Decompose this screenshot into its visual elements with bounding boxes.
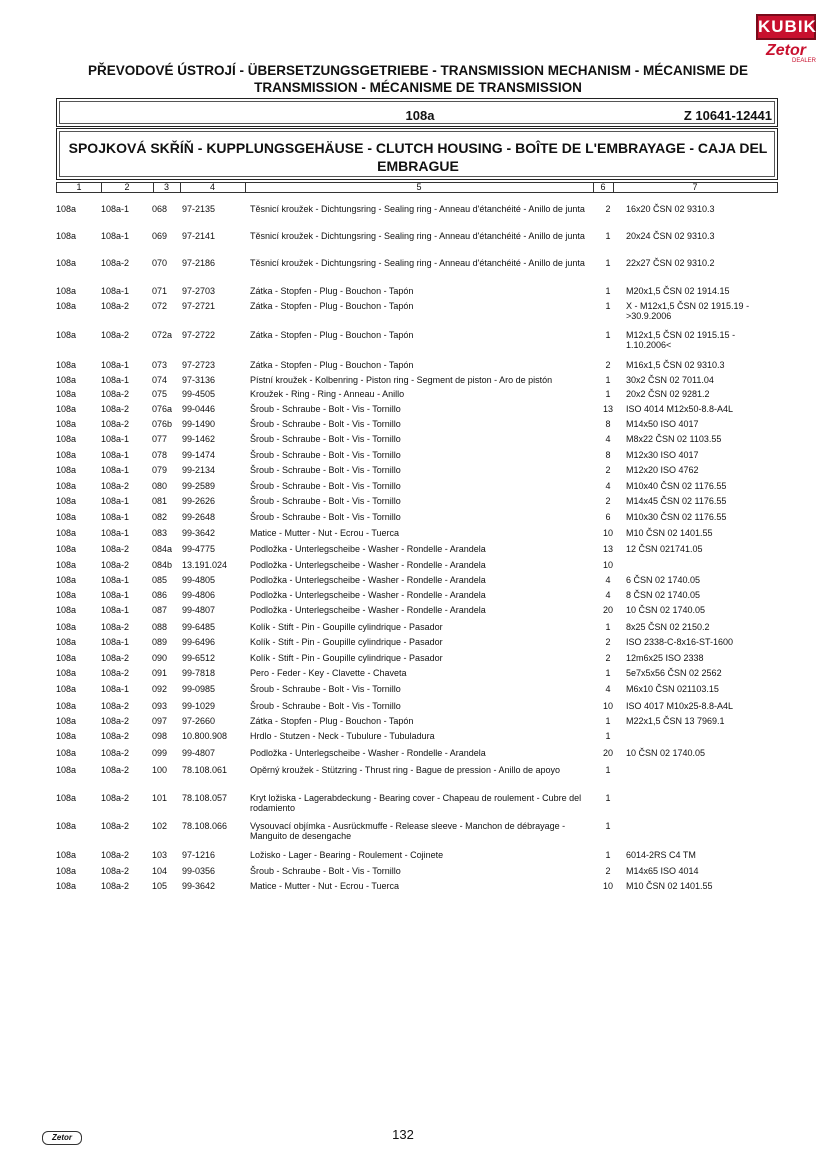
cell-c1: 108a — [56, 204, 77, 214]
cell-c7: 6 ČSN 02 1740.05 — [626, 575, 701, 585]
cell-c4: 99-4806 — [182, 590, 216, 600]
cell-c6: 1 — [605, 231, 611, 241]
cell-c4: 97-1216 — [182, 850, 216, 860]
cell-c2: 108a-2 — [101, 389, 130, 399]
cell-c1: 108a — [56, 301, 77, 311]
cell-c7: 20x2 ČSN 02 9281.2 — [626, 389, 710, 399]
cell-c4: 97-2723 — [182, 360, 216, 370]
cell-c3: 074 — [152, 375, 168, 385]
cell-c1: 108a — [56, 434, 77, 444]
cell-c6: 8 — [605, 419, 611, 429]
cell-c1: 108a — [56, 575, 77, 585]
cell-c1: 108a — [56, 668, 77, 678]
cell-c7: M10 ČSN 02 1401.55 — [626, 881, 713, 891]
cell-c2: 108a-1 — [101, 450, 130, 460]
cell-c3: 075 — [152, 389, 168, 399]
cell-c5: Podložka - Unterlegscheibe - Washer - Rondelle - Arandela — [250, 560, 486, 570]
cell-c4: 99-6485 — [182, 622, 216, 632]
cell-c6: 4 — [605, 575, 611, 585]
cell-c5: Těsnicí kroužek - Dichtungsring - Sealing ring - Anneau d'étanchéité - Anillo de junta — [250, 204, 585, 214]
cell-c6: 1 — [605, 793, 611, 803]
cell-c3: 077 — [152, 434, 168, 444]
cell-c6: 20 — [602, 605, 613, 615]
cell-c7: M10x30 ČSN 02 1176.55 — [626, 512, 727, 522]
cell-c5: Zátka - Stopfen - Plug - Bouchon - Tapón — [250, 360, 414, 370]
cell-c4: 99-4505 — [182, 389, 216, 399]
cell-c4: 99-6512 — [182, 653, 216, 663]
cell-c4: 99-4807 — [182, 748, 216, 758]
cell-c1: 108a — [56, 375, 77, 385]
cell-c7: 8 ČSN 02 1740.05 — [626, 590, 701, 600]
cell-c1: 108a — [56, 389, 77, 399]
cell-c2: 108a-1 — [101, 684, 130, 694]
cell-c7: 8x25 ČSN 02 2150.2 — [626, 622, 710, 632]
cell-c1: 108a — [56, 653, 77, 663]
cell-c2: 108a-1 — [101, 375, 130, 385]
cell-c7: M12x30 ISO 4017 — [626, 450, 699, 460]
cell-c3: 085 — [152, 575, 168, 585]
cell-c7: M10 ČSN 02 1401.55 — [626, 528, 713, 538]
logo-sub: Zetor — [766, 42, 806, 59]
cell-c3: 072a — [152, 330, 173, 340]
section-title: SPOJKOVÁ SKŘÍŇ - KUPPLUNGSGEHÄUSE - CLUTCH HOUSING - BOÎTE DE L'EMBRAYAGE - CAJA DEL EMBRAGUE — [68, 140, 768, 174]
cell-c2: 108a-1 — [101, 204, 130, 214]
cell-c2: 108a-2 — [101, 716, 130, 726]
cell-c7: M14x65 ISO 4014 — [626, 866, 699, 876]
cell-c2: 108a-1 — [101, 231, 130, 241]
cell-c5: Vysouvací objímka - Ausrückmuffe - Release sleeve - Manchon de débrayage - Manguito de desengache — [250, 821, 566, 841]
cell-c1: 108a — [56, 850, 77, 860]
cell-c6: 1 — [605, 389, 611, 399]
cell-c5: Těsnicí kroužek - Dichtungsring - Sealing ring - Anneau d'étanchéité - Anillo de junta — [250, 231, 585, 241]
cell-c3: 091 — [152, 668, 168, 678]
cell-c6: 4 — [605, 481, 611, 491]
cell-c3: 101 — [152, 793, 168, 803]
cell-c4: 78.108.066 — [182, 821, 228, 831]
cell-c1: 108a — [56, 404, 77, 414]
cell-c5: Opěrný kroužek - Stützring - Thrust ring - Bague de pression - Anillo de apoyo — [250, 765, 560, 775]
cell-c3: 068 — [152, 204, 168, 214]
cell-c1: 108a — [56, 544, 77, 554]
cell-c3: 097 — [152, 716, 168, 726]
cell-c7: ISO 4017 M10x25-8.8-A4L — [626, 701, 734, 711]
cell-c2: 108a-1 — [101, 434, 130, 444]
cell-c6: 1 — [605, 375, 611, 385]
cell-c6: 20 — [602, 748, 613, 758]
cell-c3: 089 — [152, 637, 168, 647]
cell-c3: 076b — [152, 419, 173, 429]
cell-c5: Kolík - Stift - Pin - Goupille cylindrique - Pasador — [250, 622, 443, 632]
cell-c6: 1 — [605, 850, 611, 860]
cell-c7: 16x20 ČSN 02 9310.3 — [626, 204, 715, 214]
cell-c2: 108a-2 — [101, 258, 130, 268]
cell-c3: 084b — [152, 560, 173, 570]
cell-c1: 108a — [56, 330, 77, 340]
cell-c2: 108a-1 — [101, 496, 130, 506]
cell-c3: 070 — [152, 258, 168, 268]
cell-c2: 108a-2 — [101, 330, 130, 340]
cell-c1: 108a — [56, 716, 77, 726]
cell-c3: 103 — [152, 850, 168, 860]
cell-c5: Zátka - Stopfen - Plug - Bouchon - Tapón — [250, 286, 414, 296]
cell-c1: 108a — [56, 528, 77, 538]
cell-c1: 108a — [56, 450, 77, 460]
cell-c2: 108a-2 — [101, 881, 130, 891]
cell-c3: 076a — [152, 404, 173, 414]
cell-c2: 108a-2 — [101, 765, 130, 775]
cell-c6: 2 — [605, 637, 611, 647]
cell-c3: 080 — [152, 481, 168, 491]
cell-c7: M12x20 ISO 4762 — [626, 465, 699, 475]
cell-c3: 086 — [152, 590, 168, 600]
column-header: 3 — [153, 183, 181, 192]
cell-c3: 104 — [152, 866, 168, 876]
cell-c3: 100 — [152, 765, 168, 775]
cell-c7: M20x1,5 ČSN 02 1914.15 — [626, 286, 730, 296]
cell-c2: 108a-2 — [101, 701, 130, 711]
cell-c6: 2 — [605, 204, 611, 214]
cell-c7: 10 ČSN 02 1740.05 — [626, 605, 706, 615]
column-header: 4 — [180, 183, 246, 192]
page-title: PŘEVODOVÉ ÚSTROJÍ - ÜBERSETZUNGSGETRIEBE - TRANSMISSION MECHANISM - MÉCANISME DE TRANSMISSION - MÉCANISME DE TRANSMISSION — [87, 63, 749, 95]
cell-c5: Šroub - Schraube - Bolt - Vis - Tornillo — [250, 481, 401, 491]
cell-c1: 108a — [56, 258, 77, 268]
cell-c5: Pero - Feder - Key - Clavette - Chaveta — [250, 668, 407, 678]
cell-c2: 108a-2 — [101, 560, 130, 570]
cell-c1: 108a — [56, 821, 77, 831]
cell-c2: 108a-2 — [101, 622, 130, 632]
cell-c1: 108a — [56, 701, 77, 711]
cell-c1: 108a — [56, 419, 77, 429]
cell-c5: Podložka - Unterlegscheibe - Washer - Rondelle - Arandela — [250, 605, 486, 615]
cell-c6: 2 — [605, 496, 611, 506]
cell-c5: Podložka - Unterlegscheibe - Washer - Rondelle - Arandela — [250, 748, 486, 758]
cell-c5: Podložka - Unterlegscheibe - Washer - Rondelle - Arandela — [250, 575, 486, 585]
cell-c4: 99-2648 — [182, 512, 216, 522]
cell-c2: 108a-2 — [101, 544, 130, 554]
cell-c1: 108a — [56, 881, 77, 891]
cell-c6: 10 — [602, 560, 613, 570]
cell-c4: 99-3642 — [182, 528, 216, 538]
cell-c1: 108a — [56, 866, 77, 876]
cell-c3: 071 — [152, 286, 168, 296]
cell-c1: 108a — [56, 731, 77, 741]
kubik-zetor-logo — [756, 14, 816, 66]
cell-c6: 2 — [605, 653, 611, 663]
cell-c6: 1 — [605, 258, 611, 268]
cell-c6: 13 — [602, 404, 613, 414]
cell-c2: 108a-2 — [101, 731, 130, 741]
cell-c3: 098 — [152, 731, 168, 741]
cell-c2: 108a-2 — [101, 668, 130, 678]
cell-c7: 12 ČSN 021741.05 — [626, 544, 703, 554]
cell-c5: Pístní kroužek - Kolbenring - Piston ring - Segment de piston - Aro de pistón — [250, 375, 553, 385]
cell-c4: 99-0985 — [182, 684, 216, 694]
cell-c3: 084a — [152, 544, 173, 554]
cell-c6: 1 — [605, 301, 611, 311]
cell-c2: 108a-1 — [101, 528, 130, 538]
cell-c5: Šroub - Schraube - Bolt - Vis - Tornillo — [250, 404, 401, 414]
cell-c4: 99-4805 — [182, 575, 216, 585]
cell-c4: 97-2660 — [182, 716, 216, 726]
cell-c4: 97-2141 — [182, 231, 216, 241]
cell-c3: 069 — [152, 231, 168, 241]
cell-c7: M14x50 ISO 4017 — [626, 419, 699, 429]
cell-c1: 108a — [56, 481, 77, 491]
cell-c6: 1 — [605, 330, 611, 340]
cell-c2: 108a-2 — [101, 748, 130, 758]
cell-c3: 099 — [152, 748, 168, 758]
cell-c2: 108a-1 — [101, 575, 130, 585]
cell-c6: 1 — [605, 765, 611, 775]
column-header-row — [56, 182, 778, 193]
cell-c1: 108a — [56, 360, 77, 370]
cell-c5: Šroub - Schraube - Bolt - Vis - Tornillo — [250, 866, 401, 876]
cell-c5: Šroub - Schraube - Bolt - Vis - Tornillo — [250, 684, 401, 694]
cell-c4: 78.108.061 — [182, 765, 228, 775]
cell-c5: Hrdlo - Stutzen - Neck - Tubulure - Tubuladura — [250, 731, 435, 741]
cell-c6: 6 — [605, 512, 611, 522]
cell-c4: 99-2589 — [182, 481, 216, 491]
cell-c1: 108a — [56, 793, 77, 803]
cell-c1: 108a — [56, 590, 77, 600]
cell-c3: 105 — [152, 881, 168, 891]
cell-c6: 4 — [605, 590, 611, 600]
cell-c7: 30x2 ČSN 02 7011.04 — [626, 375, 714, 385]
cell-c2: 108a-1 — [101, 637, 130, 647]
cell-c4: 99-6496 — [182, 637, 216, 647]
cell-c4: 99-4807 — [182, 605, 216, 615]
serial-range: Z 10641-12441 — [683, 108, 772, 123]
cell-c1: 108a — [56, 622, 77, 632]
cell-c5: Matice - Mutter - Nut - Ecrou - Tuerca — [250, 881, 400, 891]
column-header: 1 — [57, 183, 102, 192]
cell-c4: 99-3642 — [182, 881, 216, 891]
cell-c7: ISO 4014 M12x50-8.8-A4L — [626, 404, 734, 414]
cell-c5: Šroub - Schraube - Bolt - Vis - Tornillo — [250, 419, 401, 429]
cell-c6: 4 — [605, 684, 611, 694]
cell-c2: 108a-2 — [101, 866, 130, 876]
column-header: 5 — [245, 183, 594, 192]
cell-c5: Šroub - Schraube - Bolt - Vis - Tornillo — [250, 512, 401, 522]
cell-c5: Šroub - Schraube - Bolt - Vis - Tornillo — [250, 450, 401, 460]
cell-c2: 108a-2 — [101, 301, 130, 311]
cell-c2: 108a-2 — [101, 850, 130, 860]
cell-c5: Kryt ložiska - Lagerabdeckung - Bearing cover - Chapeau de roulement - Cubre del rodamiento — [250, 793, 582, 813]
cell-c7: M22x1,5 ČSN 13 7969.1 — [626, 716, 725, 726]
column-header: 2 — [101, 183, 154, 192]
cell-c5: Podložka - Unterlegscheibe - Washer - Rondelle - Arandela — [250, 544, 486, 554]
cell-c3: 082 — [152, 512, 168, 522]
cell-c4: 99-2134 — [182, 465, 216, 475]
cell-c2: 108a-1 — [101, 512, 130, 522]
cell-c5: Šroub - Schraube - Bolt - Vis - Tornillo — [250, 496, 401, 506]
cell-c4: 97-2186 — [182, 258, 216, 268]
cell-c2: 108a-1 — [101, 360, 130, 370]
cell-c6: 1 — [605, 821, 611, 831]
cell-c6: 13 — [602, 544, 613, 554]
cell-c6: 4 — [605, 434, 611, 444]
cell-c7: ISO 2338-C-8x16-ST-1600 — [626, 637, 734, 647]
cell-c5: Matice - Mutter - Nut - Ecrou - Tuerca — [250, 528, 400, 538]
cell-c3: 079 — [152, 465, 168, 475]
cell-c5: Zátka - Stopfen - Plug - Bouchon - Tapón — [250, 716, 414, 726]
cell-c7: X - M12x1,5 ČSN 02 1915.19 - >30.9.2006 — [626, 301, 750, 321]
cell-c6: 1 — [605, 286, 611, 296]
cell-c3: 072 — [152, 301, 168, 311]
cell-c5: Kolík - Stift - Pin - Goupille cylindrique - Pasador — [250, 637, 443, 647]
cell-c4: 97-2703 — [182, 286, 216, 296]
cell-c4: 99-4775 — [182, 544, 216, 554]
logo-brand: KUBIK — [756, 14, 816, 40]
cell-c2: 108a-1 — [101, 605, 130, 615]
cell-c7: M14x45 ČSN 02 1176.55 — [626, 496, 727, 506]
page-number: 132 — [392, 1127, 414, 1142]
cell-c2: 108a-2 — [101, 793, 130, 803]
cell-c1: 108a — [56, 231, 77, 241]
cell-c3: 090 — [152, 653, 168, 663]
cell-c6: 10 — [602, 701, 613, 711]
cell-c3: 088 — [152, 622, 168, 632]
cell-c1: 108a — [56, 684, 77, 694]
cell-c4: 99-7818 — [182, 668, 216, 678]
cell-c1: 108a — [56, 496, 77, 506]
cell-c5: Šroub - Schraube - Bolt - Vis - Tornillo — [250, 701, 401, 711]
cell-c7: M10x40 ČSN 02 1176.55 — [626, 481, 727, 491]
zetor-footer-logo: Zetor — [42, 1131, 82, 1145]
cell-c7: M6x10 ČSN 021103.15 — [626, 684, 719, 694]
cell-c5: Šroub - Schraube - Bolt - Vis - Tornillo — [250, 465, 401, 475]
cell-c4: 99-0446 — [182, 404, 216, 414]
cell-c1: 108a — [56, 465, 77, 475]
cell-c6: 10 — [602, 881, 613, 891]
cell-c4: 99-1029 — [182, 701, 216, 711]
cell-c4: 10.800.908 — [182, 731, 228, 741]
cell-c6: 10 — [602, 528, 613, 538]
cell-c6: 1 — [605, 668, 611, 678]
column-header: 7 — [692, 182, 698, 192]
cell-c6: 2 — [605, 360, 611, 370]
cell-c5: Zátka - Stopfen - Plug - Bouchon - Tapón — [250, 330, 414, 340]
cell-c7: M12x1,5 ČSN 02 1915.15 - 1.10.2006< — [626, 330, 736, 350]
cell-c3: 092 — [152, 684, 168, 694]
cell-c3: 073 — [152, 360, 168, 370]
cell-c6: 1 — [605, 622, 611, 632]
cell-c5: Kroužek - Ring - Ring - Anneau - Anillo — [250, 389, 405, 399]
cell-c3: 081 — [152, 496, 168, 506]
cell-c1: 108a — [56, 512, 77, 522]
cell-c2: 108a-1 — [101, 465, 130, 475]
cell-c4: 97-2721 — [182, 301, 216, 311]
cell-c5: Ložisko - Lager - Bearing - Roulement - Cojinete — [250, 850, 444, 860]
cell-c5: Kolík - Stift - Pin - Goupille cylindrique - Pasador — [250, 653, 443, 663]
cell-c4: 13.191.024 — [182, 560, 228, 570]
cell-c7: 5e7x5x56 ČSN 02 2562 — [626, 668, 722, 678]
cell-c3: 087 — [152, 605, 168, 615]
cell-c2: 108a-1 — [101, 286, 130, 296]
cell-c3: 083 — [152, 528, 168, 538]
cell-c4: 99-1490 — [182, 419, 216, 429]
cell-c3: 102 — [152, 821, 168, 831]
cell-c5: Zátka - Stopfen - Plug - Bouchon - Tapón — [250, 301, 414, 311]
cell-c2: 108a-2 — [101, 419, 130, 429]
cell-c7: 22x27 ČSN 02 9310.2 — [626, 258, 715, 268]
cell-c1: 108a — [56, 748, 77, 758]
logo-tag: DEALER — [791, 58, 816, 64]
cell-c1: 108a — [56, 560, 77, 570]
cell-c6: 8 — [605, 450, 611, 460]
cell-c2: 108a-2 — [101, 653, 130, 663]
cell-c4: 78.108.057 — [182, 793, 228, 803]
column-header: 6 — [593, 183, 614, 192]
cell-c7: 10 ČSN 02 1740.05 — [626, 748, 706, 758]
cell-c4: 99-2626 — [182, 496, 216, 506]
cell-c1: 108a — [56, 286, 77, 296]
cell-c7: M16x1,5 ČSN 02 9310.3 — [626, 360, 725, 370]
cell-c4: 99-1474 — [182, 450, 216, 460]
cell-c2: 108a-1 — [101, 590, 130, 600]
cell-c4: 97-3136 — [182, 375, 216, 385]
cell-c7: M8x22 ČSN 02 1103.55 — [626, 434, 722, 444]
cell-c1: 108a — [56, 765, 77, 775]
cell-c2: 108a-2 — [101, 404, 130, 414]
cell-c4: 97-2135 — [182, 204, 216, 214]
cell-c1: 108a — [56, 605, 77, 615]
cell-c4: 99-0356 — [182, 866, 216, 876]
cell-c2: 108a-2 — [101, 821, 130, 831]
section-code: 108a — [405, 108, 435, 123]
cell-c7: 6014-2RS C4 TM — [626, 850, 696, 860]
cell-c5: Šroub - Schraube - Bolt - Vis - Tornillo — [250, 434, 401, 444]
cell-c6: 2 — [605, 866, 611, 876]
cell-c4: 99-1462 — [182, 434, 216, 444]
cell-c2: 108a-2 — [101, 481, 130, 491]
cell-c3: 093 — [152, 701, 168, 711]
cell-c6: 1 — [605, 731, 611, 741]
cell-c7: 20x24 ČSN 02 9310.3 — [626, 231, 715, 241]
cell-c5: Podložka - Unterlegscheibe - Washer - Rondelle - Arandela — [250, 590, 486, 600]
cell-c7: 12m6x25 ISO 2338 — [626, 653, 704, 663]
cell-c3: 078 — [152, 450, 168, 460]
cell-c5: Těsnicí kroužek - Dichtungsring - Sealing ring - Anneau d'étanchéité - Anillo de junta — [250, 258, 585, 268]
cell-c6: 2 — [605, 465, 611, 475]
cell-c6: 1 — [605, 716, 611, 726]
cell-c1: 108a — [56, 637, 77, 647]
cell-c4: 97-2722 — [182, 330, 216, 340]
